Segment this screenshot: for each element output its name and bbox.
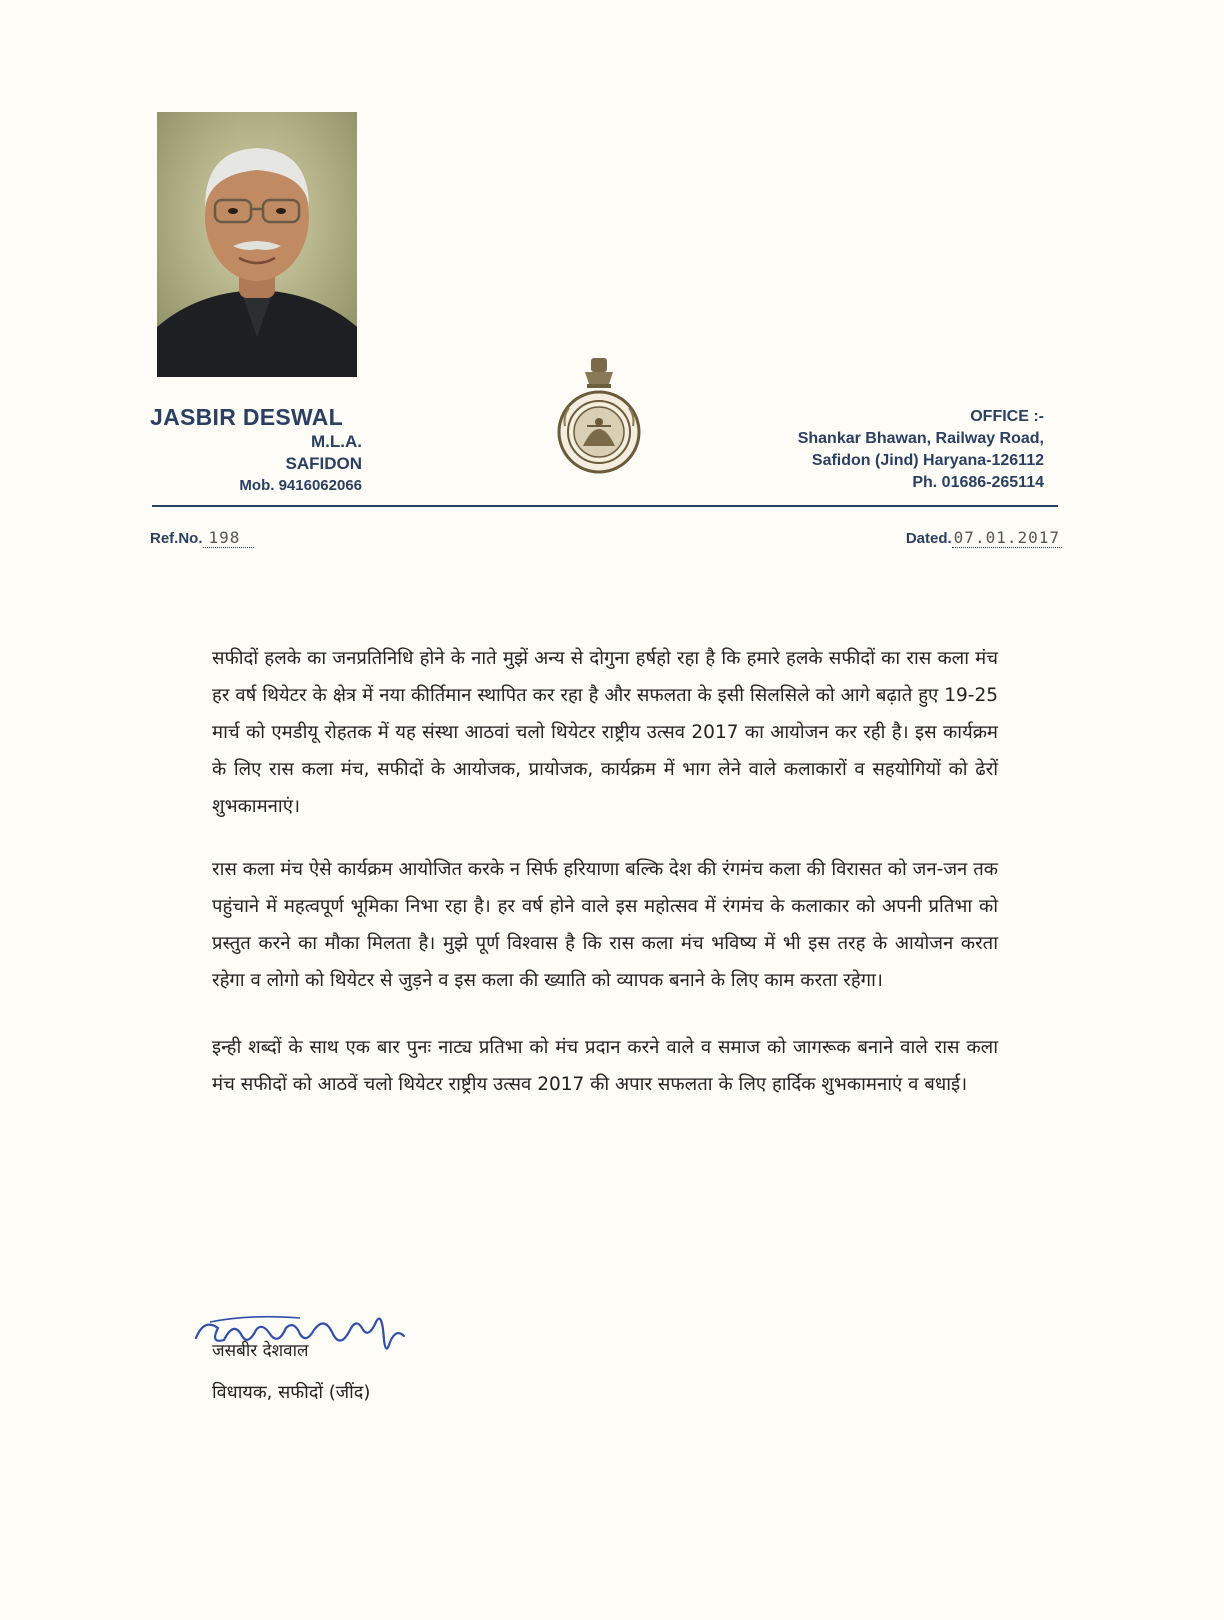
- haryana-emblem-icon: [553, 356, 645, 476]
- header-divider: [152, 505, 1058, 507]
- signatory-title: विधायक, सफीदों (जींद): [212, 1382, 371, 1403]
- ref-label: Ref.No.: [150, 530, 203, 547]
- office-label: OFFICE :-: [970, 408, 1044, 425]
- sender-name: JASBIR DESWAL: [150, 404, 344, 430]
- reference-number: [150, 528, 254, 547]
- office-block: [724, 406, 1044, 494]
- sender-constituency: SAFIDON: [285, 454, 362, 473]
- portrait-image: [157, 112, 357, 377]
- dated-label: Dated.: [905, 530, 952, 547]
- office-address-line2: Safidon (Jind) Haryana-126112: [811, 452, 1044, 469]
- office-address-line1: Shankar Bhawan, Railway Road,: [797, 430, 1044, 447]
- dated-value: 07.01.2017: [953, 528, 1060, 547]
- ref-value: 198: [208, 528, 241, 547]
- letter-date: [906, 528, 1062, 547]
- paragraph-2: रास कला मंच ऐसे कार्यक्रम आयोजित करके न सिर्फ हरियाणा बल्कि देश की रंगमंच कला की विरासत को जन-जन तक पहुंचाने में महत्वपूर्ण भूमिका निभा रहा है। हर वर्ष होने वाले इस महोत्सव में रंगमंच के कलाकार को अपनी प्रतिभा को प्रस्तुत करने का मौका मिलता है। मुझे पूर्ण विश्वास है कि रास कला मंच भविष्य में भी इस तरह के आयोजन करता रहेगा व लोगो को थियेटर से जुड़ने व इस कला की ख्याति को व्यापक बनाने के लिए काम करता रहेगा।: [212, 859, 998, 991]
- paragraph-3: इन्ही शब्दों के साथ एक बार पुनः नाट्य प्रतिभा को मंच प्रदान करने वाले व समाज को जागरूक बनाने वाले रास कला मंच सफीदों को आठवें चलो थियेटर राष्ट्रीय उत्सव 2017 की अपार सफलता के लिए हार्दिक शुभकामनाएं व बधाई।: [212, 1037, 998, 1095]
- office-phone: Ph. 01686-265114: [912, 474, 1044, 491]
- paragraph-1: सफीदों हलके का जनप्रतिनिधि होने के नाते मुझें अन्य से दोगुना हर्षहो रहा है कि हमारे हलके सफीदों का रास कला मंच हर वर्ष थियेटर के क्षेत्र में नया कीर्तिमान स्थापित कर रहा है और सफलता के इसी सिलसिले को आगे बढ़ाते हुए 19-25 मार्च को एमडीयू रोहतक में यह संस्था आठवां चलो थियेटर राष्ट्रीय उत्सव 2017 का आयोजन कर रही है। इस कार्यक्रम के लिए रास कला मंच, सफीदों के आयोजक, प्रायोजक, कार्यक्रम में भाग लेने वाले कलाकारों व सहयोगियों को ढेरों शुभकामनाएं।: [212, 648, 998, 817]
- sender-block: [150, 404, 362, 497]
- letter-body: [212, 640, 998, 1133]
- mla-photo: [157, 112, 357, 377]
- signatory-name: जसबीर देशवाल: [212, 1341, 309, 1361]
- sender-mobile: Mob. 9416062066: [239, 477, 362, 494]
- sender-designation: M.L.A.: [311, 432, 362, 451]
